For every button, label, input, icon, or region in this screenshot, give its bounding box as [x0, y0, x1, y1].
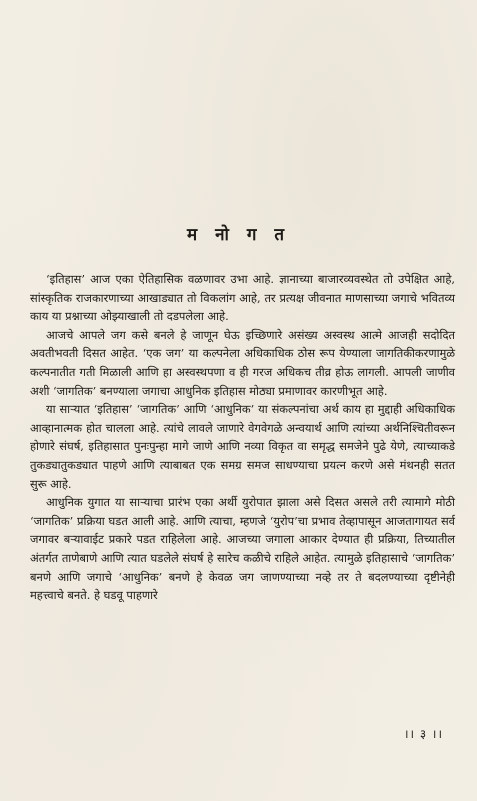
page-number: ।। ३ ।। [403, 727, 443, 741]
paragraph-1: ‘इतिहास’ आज एका ऐतिहासिक वळणावर उभा आहे. ज्ञानाच्या बाजारव्यवस्थेत तो उपेक्षित आहे, सांस्कृतिक राजकारणाच्या आखाड्यात तो विकलांग आहे, तर प्रत्यक्ष जीवनात माणसाच्या जगाचे भवितव्य काय या प्रश्नाच्या ओझ्याखाली तो दडपलेला आहे. [30, 272, 455, 324]
paragraph-3: या साऱ्यात ‘इतिहास’ ‘जागतिक’ आणि ‘आधुनिक’ या संकल्पनांचा अर्थ काय हा मुद्दाही अधिकाधिक आव्हानात्मक होत चालला आहे. त्यांचे लावले जाणारे वेगवेगळे अन्वयार्थ आणि त्यांच्या अर्थनिश्चितीवरून होणारे संघर्ष, इतिहासात पुनःपुन्हा मागे जाणे आणि नव्या विकृत वा समृद्ध समजेने पुढे येणे, त्याच्याकडे तुकड्यातुकड्यात पाहणे आणि त्याबाबत एक समग्र समज साधण्याचा प्रयत्न करणे असे मंथनही सतत सुरू आहे. [30, 402, 455, 491]
paragraph-4: आधुनिक युगात या साऱ्याचा प्रारंभ एका अर्थी युरोपात झाला असे दिसत असले तरी त्यामागे मोठी ‘जागतिक’ प्रक्रिया घडत आली आहे. आणि त्याचा, म्हणजे ‘युरोप’चा प्रभाव तेव्हापासून आजतागायत सर्व जगावर बऱ्यावाईट प्रकारे पडत राहिलेला आहे. आजच्या जगाला आकार देण्यात ही प्रक्रिया, तिच्यातील अंतर्गत ताणेबाणे आणि त्यात घडलेले संघर्ष हे सारेच कळीचे राहिले आहेत. त्यामुळे इतिहासाचे ‘जागतिक’ बनणे आणि जगाचे ‘आधुनिक’ बनणे हे केवळ जग जाणण्याच्या नव्हे तर ते बदलण्याच्या दृष्टीनेही महत्त्वाचे बनते. हे घडवू पाहणारे [30, 495, 455, 603]
body-text [30, 270, 455, 605]
paragraph-2: आजचे आपले जग कसे बनले हे जाणून घेऊ इच्छिणारे असंख्य अस्वस्थ आत्मे आजही सदोदित अवतीभवती दिसत आहेत. ‘एक जग’ या कल्पनेला अधिकाधिक ठोस रूप येण्याला जागतिकीकरणामुळे कल्पनातीत गती मिळाली आणि हा अस्वस्थपणा व ही गरज अधिकच तीव्र होऊ लागली. आपली जाणीव अशी ‘जागतिक’ बनण्याला जगाचा आधुनिक इतिहास मोठ्या प्रमाणावर कारणीभूत आहे. [30, 327, 455, 398]
page-title: म नो ग त [186, 225, 291, 245]
